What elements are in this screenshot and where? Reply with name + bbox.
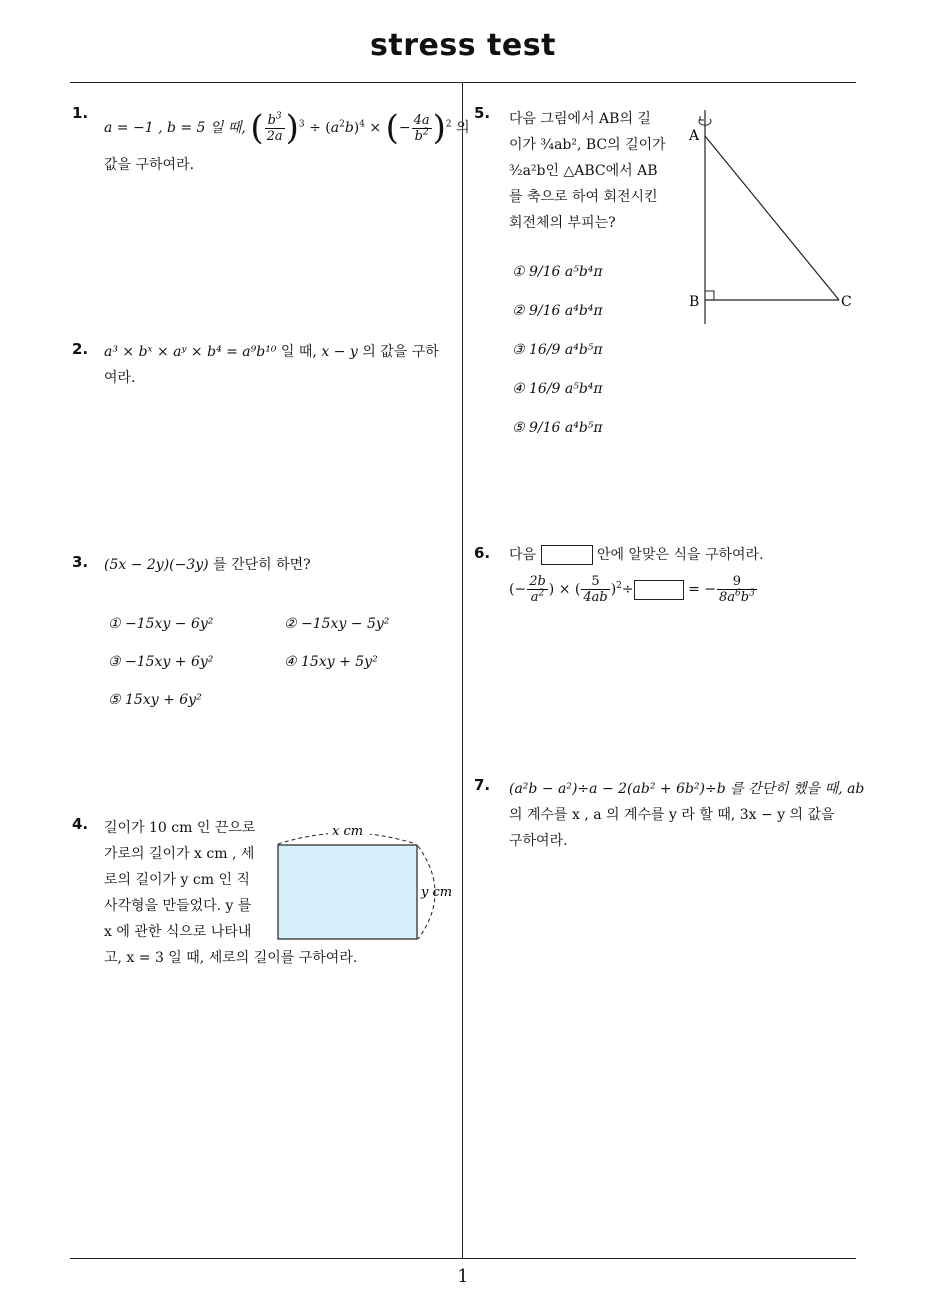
question-2-tail: 의 값을 구하 [362,344,439,360]
question-4-line-1: 길이가 10 cm 인 끈으로 [104,820,256,836]
question-6-formula: (− $\frac{2b}{a^2}$ ) × ( $\frac{5}{4ab}$ )$^2$÷ = − $\frac{9}{8a^6b^3}$ [509,574,755,605]
question-5-line-3: ³⁄₂a²b인 △ABC에서 AB [509,163,658,179]
question-5-choice-3[interactable]: ③ 16/9 a⁴b⁵π [512,342,603,358]
question-5-number: 5. [474,104,491,122]
question-2 [104,341,456,389]
vertex-a-label: A [689,128,700,144]
question-2-expression-2: x − y [321,344,358,360]
question-3-choice-4[interactable]: ④ 15xy + 5y² [284,654,378,670]
header-rule [70,82,856,83]
question-6-formula-blank[interactable] [634,580,684,600]
question-7 [509,776,864,854]
rectangle-shape [278,845,417,939]
question-3-stem [104,554,311,576]
question-3-choice-5[interactable]: ⑤ 15xy + 6y² [108,692,202,708]
question-5-line-1: 다음 그림에서 AB의 길 [509,111,651,127]
width-label: x cm [332,824,364,839]
question-3-choice-1[interactable]: ① −15xy − 6y² [108,616,214,632]
page-title: stress test [370,28,556,63]
question-4-number: 4. [72,815,89,833]
question-3-expression: (5x − 2y)(−3y) [104,557,209,573]
vertex-b-label: B [689,294,700,310]
hypotenuse-ac [705,136,839,300]
rotation-arrowhead-icon [700,116,704,120]
question-4-line-4: 사각형을 만들었다. y 를 [104,898,252,914]
question-7-line-1: (a²b − a²)÷a − 2(ab² + 6b²)÷b 를 간단히 했을 때, ab [509,781,865,797]
question-2-mid: 일 때, [280,344,317,360]
page-number: 1 [457,1266,469,1287]
question-1-tail: 의 [456,120,470,136]
question-1-line-2: 값을 구하여라. [104,157,195,173]
question-3-number: 3. [72,553,89,571]
question-5-choice-1[interactable]: ① 9/16 a⁵b⁴π [512,264,603,280]
footer-rule [70,1258,856,1259]
question-1 [104,108,470,176]
question-2-line-2: 여라. [104,370,136,386]
question-3-choice-3[interactable]: ③ −15xy + 6y² [108,654,214,670]
question-5-line-4: 를 축으로 하여 회전시킨 [509,189,658,205]
question-1-number: 1. [72,104,89,122]
question-6-stem [509,544,764,566]
question-5-line-5: 회전체의 부피는? [509,215,616,231]
column-divider [462,83,463,1259]
triangle-diagram [684,106,864,326]
question-5-line-2: 이가 ¾ab², BC의 길이가 [509,137,666,153]
right-angle-mark [705,291,714,300]
question-4-line-2: 가로의 길이가 x cm , 세 [104,846,255,862]
question-6-post: 안에 알맞은 식을 구하여라. [596,547,764,563]
question-6-number: 6. [474,544,491,562]
question-5 [509,106,666,236]
question-4-line-6: 고, x = 3 일 때, 세로의 길이를 구하여라. [104,950,358,966]
question-1-condition: a = −1 , b = 5 일 때, [104,120,246,136]
question-5-choice-2[interactable]: ② 9/16 a⁴b⁴π [512,303,603,319]
height-label: y cm [421,885,453,900]
vertex-c-label: C [841,294,852,310]
question-3-tail: 를 간단히 하면? [213,557,311,573]
question-2-number: 2. [72,340,89,358]
question-5-choice-5[interactable]: ⑤ 9/16 a⁴b⁵π [512,420,603,436]
question-1-formula: ( $\frac{b^3}{2a}$ )$^3 \div (a^2b)^4$ × (− $\frac{4a}{b^2}$ )$^2$ [250,108,452,148]
question-4-line-5: x 에 관한 식으로 나타내 [104,924,252,940]
question-3-choice-2[interactable]: ② −15xy − 5y² [284,616,390,632]
question-7-line-3: 구하여라. [509,833,568,849]
question-7-line-2: 의 계수를 x , a 의 계수를 y 라 할 때, 3x − y 의 값을 [509,807,835,823]
question-7-number: 7. [474,776,491,794]
rectangle-diagram [270,818,462,948]
question-6-blank-box [541,545,593,565]
question-2-expression: a³ × bˣ × aʸ × b⁴ = a⁹b¹⁰ [104,344,277,360]
question-4-line-3: 로의 길이가 y cm 인 직 [104,872,250,888]
question-6-pre: 다음 [509,547,537,563]
question-5-choice-4[interactable]: ④ 16/9 a⁵b⁴π [512,381,603,397]
